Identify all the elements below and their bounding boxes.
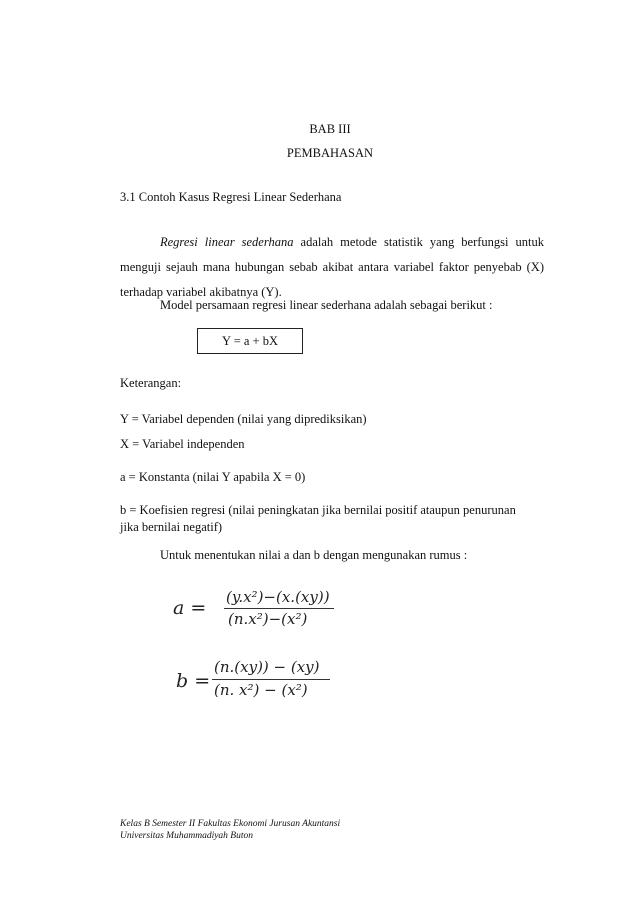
formula-a-fraction-bar	[224, 608, 334, 609]
formula-b-denominator: (n. x²) − (x²)	[214, 681, 308, 699]
chapter-title: PEMBAHASAN	[286, 146, 374, 160]
definition-x: X = Variabel independen	[120, 437, 245, 451]
formula-a-numerator: (y.x²)−(x.(xy))	[226, 588, 330, 606]
italic-term: Regresi linear sederhana	[160, 235, 294, 249]
definition-y: Y = Variabel dependen (nilai yang diprediksikan)	[120, 412, 367, 426]
section-heading: 3.1 Contoh Kasus Regresi Linear Sederhana	[120, 190, 342, 204]
formula-a-denominator: (n.x²)−(x²)	[228, 610, 308, 628]
chapter-label: BAB III	[309, 122, 351, 136]
definition-a: a = Konstanta (nilai Y apabila X = 0)	[120, 470, 306, 484]
paragraph-line-1	[120, 230, 544, 255]
model-formula-box: Y = a + bX	[197, 328, 303, 354]
formula-a-lhs: a =	[173, 597, 207, 619]
paragraph-formula-intro: Untuk menentukan nilai a dan b dengan mengunakan rumus :	[160, 548, 468, 562]
definition-b-cont: jika bernilai negatif)	[120, 520, 223, 534]
paragraph-line-2: menguji sejauh mana hubungan sebab akibat antara variabel faktor penyebab (X)	[120, 260, 544, 274]
definition-b: b = Koefisien regresi (nilai peningkatan jika bernilai positif ataupun penurunan	[120, 503, 516, 517]
formula-b-numerator: (n.(xy)) − (xy)	[214, 658, 320, 676]
formula-b-fraction-bar	[212, 679, 330, 680]
paragraph-line-3: terhadap variabel akibatnya (Y).	[120, 285, 282, 299]
paragraph-line-1-rest: adalah metode statistik yang berfungsi untuk	[293, 235, 544, 249]
formula-b-lhs: b =	[176, 670, 211, 692]
paragraph-model: Model persamaan regresi linear sederhana adalah sebagai berikut :	[160, 298, 493, 312]
footer-line-1: Kelas B Semester II Fakultas Ekonomi Jurusan Akuntansi	[120, 819, 341, 829]
footer-line-2: Universitas Muhammadiyah Buton	[120, 831, 253, 841]
keterangan-label: Keterangan:	[120, 376, 182, 390]
